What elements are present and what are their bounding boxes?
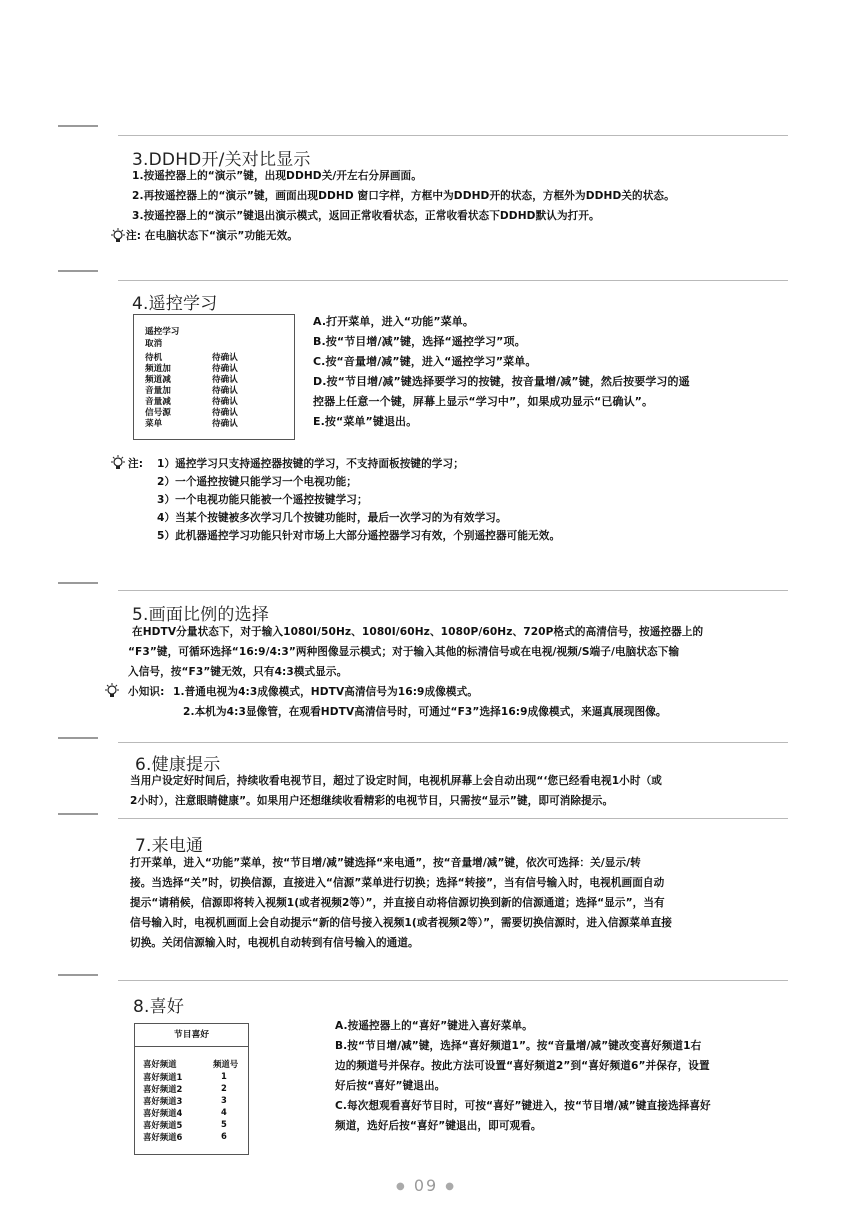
sec4-note-4: 4）当某个按键被多次学习几个按键功能时，最后一次学习的为有效学习。 xyxy=(157,512,507,524)
menu-row-name: 音量加 xyxy=(145,386,171,396)
favorites-menu xyxy=(134,1023,249,1155)
sec5-line-3: 入信号，按“F3”键无效，只有4:3模式显示。 xyxy=(128,666,348,678)
sec5-line-1: 在HDTV分量状态下，对于输入1080I/50Hz、1080I/60Hz、1080P/60Hz、720P格式的高清信号，按遥控器上的 xyxy=(132,626,704,638)
sec8-step-c: C.每次想观看喜好节目时，可按“喜好”键进入，按“节目增/减”键直接选择喜好 xyxy=(335,1100,711,1112)
sec8-step-c-cont: 频道，选好后按“喜好”键退出，即可观看。 xyxy=(335,1120,542,1132)
fav-row-num: 1 xyxy=(221,1071,227,1081)
menu-row-status: 待确认 xyxy=(212,419,238,429)
divider xyxy=(58,813,98,815)
divider xyxy=(118,980,788,981)
menu-row-status: 待确认 xyxy=(212,397,238,407)
sec7-line-4: 信号输入时，电视机画面上会自动提示“新的信号接入视频1(或者视频2等）”，需要切换信源时，进入信源菜单直接 xyxy=(130,917,673,929)
fav-row-name: 喜好频道5 xyxy=(143,1120,183,1130)
page-number-text: 09 xyxy=(413,1176,439,1195)
col-header-channel: 频道号 xyxy=(213,1059,239,1069)
page-number xyxy=(0,1176,852,1195)
sec5-tip-label: 小知识: xyxy=(128,686,165,698)
sec8-step-a: A.按遥控器上的“喜好”键进入喜好菜单。 xyxy=(335,1020,533,1032)
menu-cancel: 取消 xyxy=(145,339,163,349)
menu-row-status: 待确认 xyxy=(212,353,238,363)
divider xyxy=(58,270,98,272)
divider xyxy=(118,818,788,819)
section-6-title: 6.健康提示 xyxy=(135,755,221,775)
sec8-step-b: B.按“节目增/减”键，选择“喜好频道1”。按“音量增/减”键改变喜好频道1右 xyxy=(335,1040,702,1052)
fav-row-name: 喜好频道4 xyxy=(143,1108,183,1118)
sec3-line-3: 3.按遥控器上的“演示”键退出演示模式，返回正常收看状态，正常收看状态下DDHD默认为打开。 xyxy=(132,210,600,222)
menu-row-status: 待确认 xyxy=(212,386,238,396)
sec5-line-2: “F3”键，可循环选择“16:9/4:3”两种图像显示模式；对于输入其他的标清信号或在电视/视频/S端子/电脑状态下输 xyxy=(128,646,680,658)
divider xyxy=(58,737,98,739)
menu-row-name: 待机 xyxy=(145,353,163,363)
divider xyxy=(58,582,98,584)
fav-row-num: 5 xyxy=(221,1119,227,1129)
fav-row-num: 2 xyxy=(221,1083,227,1093)
favorites-menu-title: 节目喜好 xyxy=(135,1024,248,1047)
sec4-note-2: 2）一个遥控按键只能学习一个电视功能； xyxy=(157,476,357,488)
section-8-title: 8.喜好 xyxy=(133,997,185,1017)
menu-row-status: 待确认 xyxy=(212,364,238,374)
sec6-line-1: 当用户设定好时间后，持续收看电视节目，超过了设定时间，电视机屏幕上会自动出现“‘您已经看电视1小时（或 xyxy=(130,775,662,787)
sec3-note: 注: 在电脑状态下“演示”功能无效。 xyxy=(126,230,298,242)
sec4-step-d-cont: 控器上任意一个键，屏幕上显示“学习中”，如果成功显示“已确认”。 xyxy=(313,395,654,408)
lightbulb-icon xyxy=(110,228,126,244)
fav-row-name: 喜好频道6 xyxy=(143,1132,183,1142)
bullet-dot-icon: ● xyxy=(395,1181,407,1192)
sec7-line-3: 提示“请稍候，信源即将转入视频1(或者视频2等）”，并直接自动将信源切换到新的信源通道；选择“显示”，当有 xyxy=(130,897,665,909)
sec3-line-1: 1.按遥控器上的“演示”键，出现DDHD关/开左右分屏画面。 xyxy=(132,170,422,182)
divider xyxy=(118,135,788,136)
menu-row-name: 菜单 xyxy=(145,419,163,429)
menu-row-name: 频道减 xyxy=(145,375,171,385)
divider xyxy=(118,280,788,281)
fav-row-name: 喜好频道3 xyxy=(143,1096,183,1106)
fav-row-num: 3 xyxy=(221,1095,227,1105)
fav-row-name: 喜好频道2 xyxy=(143,1084,183,1094)
sec5-tip-1: 1.普通电视为4:3成像模式，HDTV高清信号为16:9成像模式。 xyxy=(173,686,478,698)
fav-row-num: 6 xyxy=(221,1131,227,1141)
bullet-dot-icon: ● xyxy=(445,1181,456,1192)
col-header-favorite: 喜好频道 xyxy=(143,1059,177,1069)
sec8-step-b-cont1: 边的频道号并保存。按此方法可设置“喜好频道2”到“喜好频道6”并保存，设置 xyxy=(335,1060,710,1072)
menu-row-name: 信号源 xyxy=(145,408,171,418)
divider xyxy=(118,590,788,591)
sec8-step-b-cont2: 好后按“喜好”键退出。 xyxy=(335,1080,446,1092)
sec5-tip-2: 2.本机为4:3显像管，在观看HDTV高清信号时，可通过“F3”选择16:9成像模式，来逼真展现图像。 xyxy=(183,706,667,718)
sec4-note-3: 3）一个电视功能只能被一个遥控按键学习； xyxy=(157,494,368,506)
lightbulb-icon xyxy=(110,455,126,471)
section-4-title: 4.遥控学习 xyxy=(132,294,218,314)
menu-row-name: 音量减 xyxy=(145,397,171,407)
section-7-title: 7.来电通 xyxy=(135,836,204,856)
lightbulb-icon xyxy=(104,683,120,699)
menu-row-name: 频道加 xyxy=(145,364,171,374)
sec6-line-2: 2小时），注意眼睛健康”。如果用户还想继续收看精彩的电视节目，只需按“显示”键，即可消除提示。 xyxy=(130,795,614,807)
remote-learning-menu xyxy=(133,314,295,440)
sec4-step-c: C.按“音量增/减”键，进入“遥控学习”菜单。 xyxy=(313,355,537,368)
sec7-line-1: 打开菜单，进入“功能”菜单，按“节目增/减”键选择“来电通”，按“音量增/减”键，依次可选择：关/显示/转 xyxy=(130,857,641,869)
fav-row-num: 4 xyxy=(221,1107,227,1117)
divider xyxy=(58,974,98,976)
sec7-line-5: 切换。关闭信源输入时，电视机自动转到有信号输入的通道。 xyxy=(130,937,419,949)
sec4-step-b: B.按“节目增/减”键，选择“遥控学习”项。 xyxy=(313,335,526,348)
menu-title: 遥控学习 xyxy=(145,327,180,337)
sec4-step-e: E.按“菜单”键退出。 xyxy=(313,415,418,428)
sec4-note-label: 注: xyxy=(128,458,144,470)
sec4-note-5: 5）此机器遥控学习功能只针对市场上大部分遥控器学习有效，个别遥控器可能无效。 xyxy=(157,530,561,542)
sec4-step-d: D.按“节目增/减”键选择要学习的按键，按音量增/减”键，然后按要学习的遥 xyxy=(313,375,690,388)
divider xyxy=(58,125,98,127)
menu-row-status: 待确认 xyxy=(212,408,238,418)
menu-row-status: 待确认 xyxy=(212,375,238,385)
sec4-note-1: 1）遥控学习只支持遥控器按键的学习，不支持面板按键的学习； xyxy=(157,458,464,470)
fav-row-name: 喜好频道1 xyxy=(143,1072,183,1082)
sec4-step-a: A.打开菜单，进入“功能”菜单。 xyxy=(313,315,474,328)
section-5-title: 5.画面比例的选择 xyxy=(132,605,270,625)
sec3-line-2: 2.再按遥控器上的“演示”键，画面出现DDHD 窗口字样，方框中为DDHD开的状态，方框外为DDHD关的状态。 xyxy=(132,190,675,202)
divider xyxy=(118,742,788,743)
sec7-line-2: 接。当选择“关”时，切换信源，直接进入“信源”菜单进行切换；选择“转接”，当有信号输入时，电视机画面自动 xyxy=(130,877,665,889)
section-3-title: 3.DDHD开/关对比显示 xyxy=(132,150,311,170)
